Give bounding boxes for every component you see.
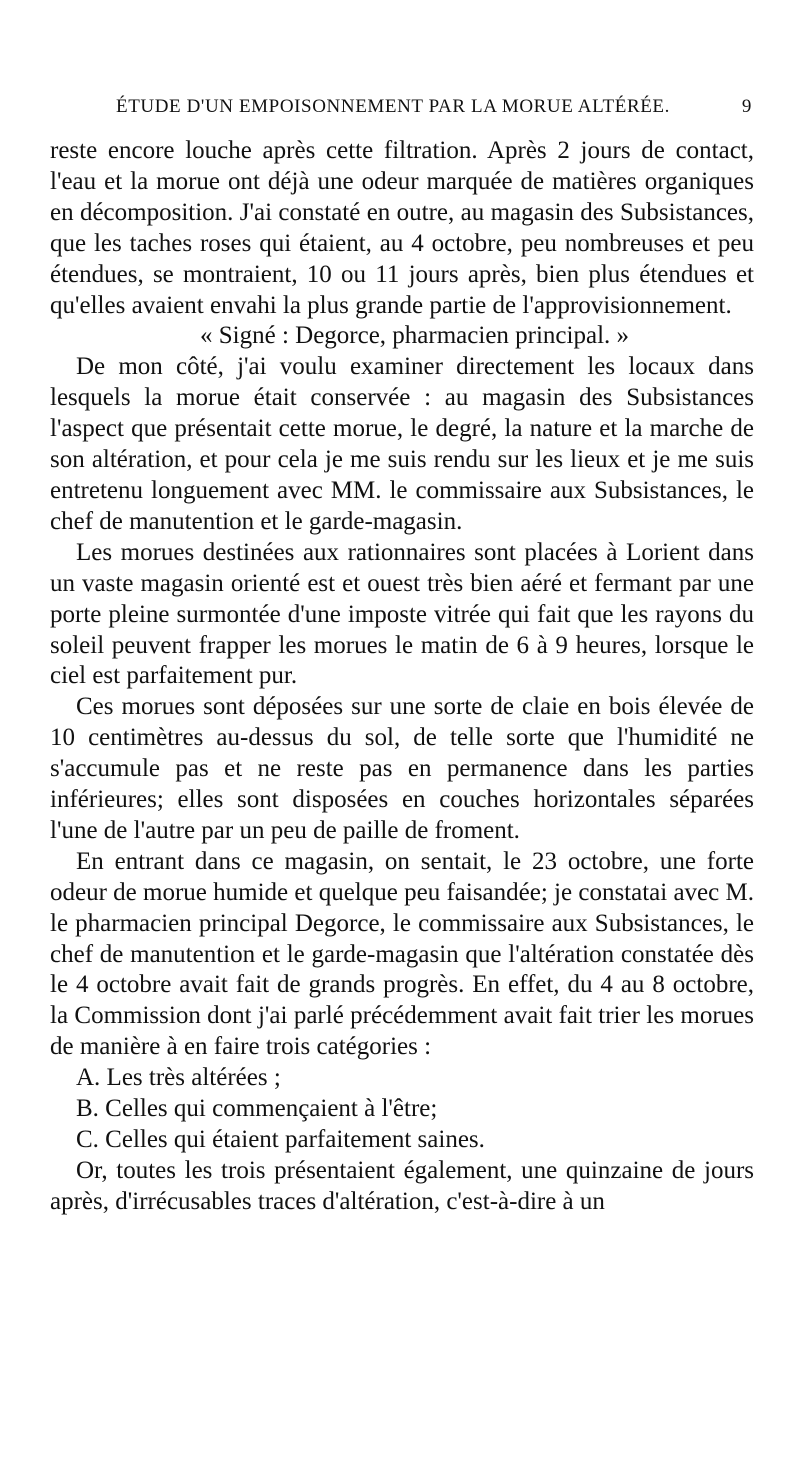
list-item-a: A. Les très altérées ; bbox=[76, 1064, 281, 1092]
paragraph-claie: Ces morues sont déposées sur une sorte de claie en bois élevée de 10 centimètres au-dessus du sol, de telle sorte que l'humidité ne s'accumule pas et ne reste pas en permanence dans les parties inférieures; elles sont disposées en couches horizontales séparées l'une de l'autre par un peu de paille de froment. bbox=[50, 693, 754, 844]
paragraph-storage: Les morues destinées aux rationnaires sont placées à Lorient dans un vaste magasin orienté est et ouest très bien aéré et fermant par une porte pleine surmontée d'une imposte vitrée qui fait que les rayons du soleil peuvent frapper les morues le matin de 6 à 9 heures, lorsque le ciel est parfaitement pur. bbox=[50, 538, 754, 690]
signature-line: « Signé : Degorce, pharmacien principal. » bbox=[200, 322, 630, 350]
paragraph-inspection: De mon côté, j'ai voulu examiner directement les locaux dans lesquels la morue était conservée : au magasin des Subsistances l'aspect que présentait cette morue, le degré, la nature et la marche de son altération, et pour cela je me suis rendu sur les lieux et je me suis entretenu longuement avec MM. le commissaire aux Subsistances, le chef de manutention et le garde-magasin. bbox=[50, 353, 754, 535]
running-head-title: ÉTUDE D'UN EMPOISONNEMENT PAR LA MORUE ALTÉRÉE. bbox=[116, 96, 670, 117]
paragraph-continuation: reste encore louche après cette filtration. Après 2 jours de contact, l'eau et la morue ont déjà une odeur marquée de matières organiques en décomposition. J'ai constaté en outre, au magasin des Subsistances, que les taches roses qui étaient, au 4 octobre, peu nombreuses et peu étendues, se montraient, 10 ou 11 jours après, bien plus étendues et qu'elles avaient envahi la plus grande partie de l'approvisionnement. bbox=[50, 137, 754, 319]
list-item-c: C. Celles qui étaient parfaitement saines. bbox=[76, 1126, 485, 1153]
paragraph-conclusion: Or, toutes les trois présentaient également, une quinzaine de jours après, d'irrécusables traces d'altération, c'est-à-dire à un bbox=[50, 1156, 754, 1215]
paragraph-visit: En entrant dans ce magasin, on sentait, le 23 octobre, une forte odeur de morue humide et quelque peu faisandée; je constatai avec M. le pharmacien principal Degorce, le commissaire aux Subsistances, le chef de manutention et le garde-magasin que l'altération constatée dès le 4 octobre avait fait de grands progrès. En effet, du 4 au 8 octobre, la Commission dont j'ai parlé précédemment avait fait trier les morues de manière à en faire trois catégories : bbox=[50, 847, 754, 1061]
running-head bbox=[50, 96, 754, 124]
book-page bbox=[50, 96, 754, 1215]
list-item-b: B. Celles qui commençaient à l'être; bbox=[76, 1095, 438, 1123]
body-text bbox=[50, 136, 754, 1218]
page-number: 9 bbox=[741, 96, 752, 117]
